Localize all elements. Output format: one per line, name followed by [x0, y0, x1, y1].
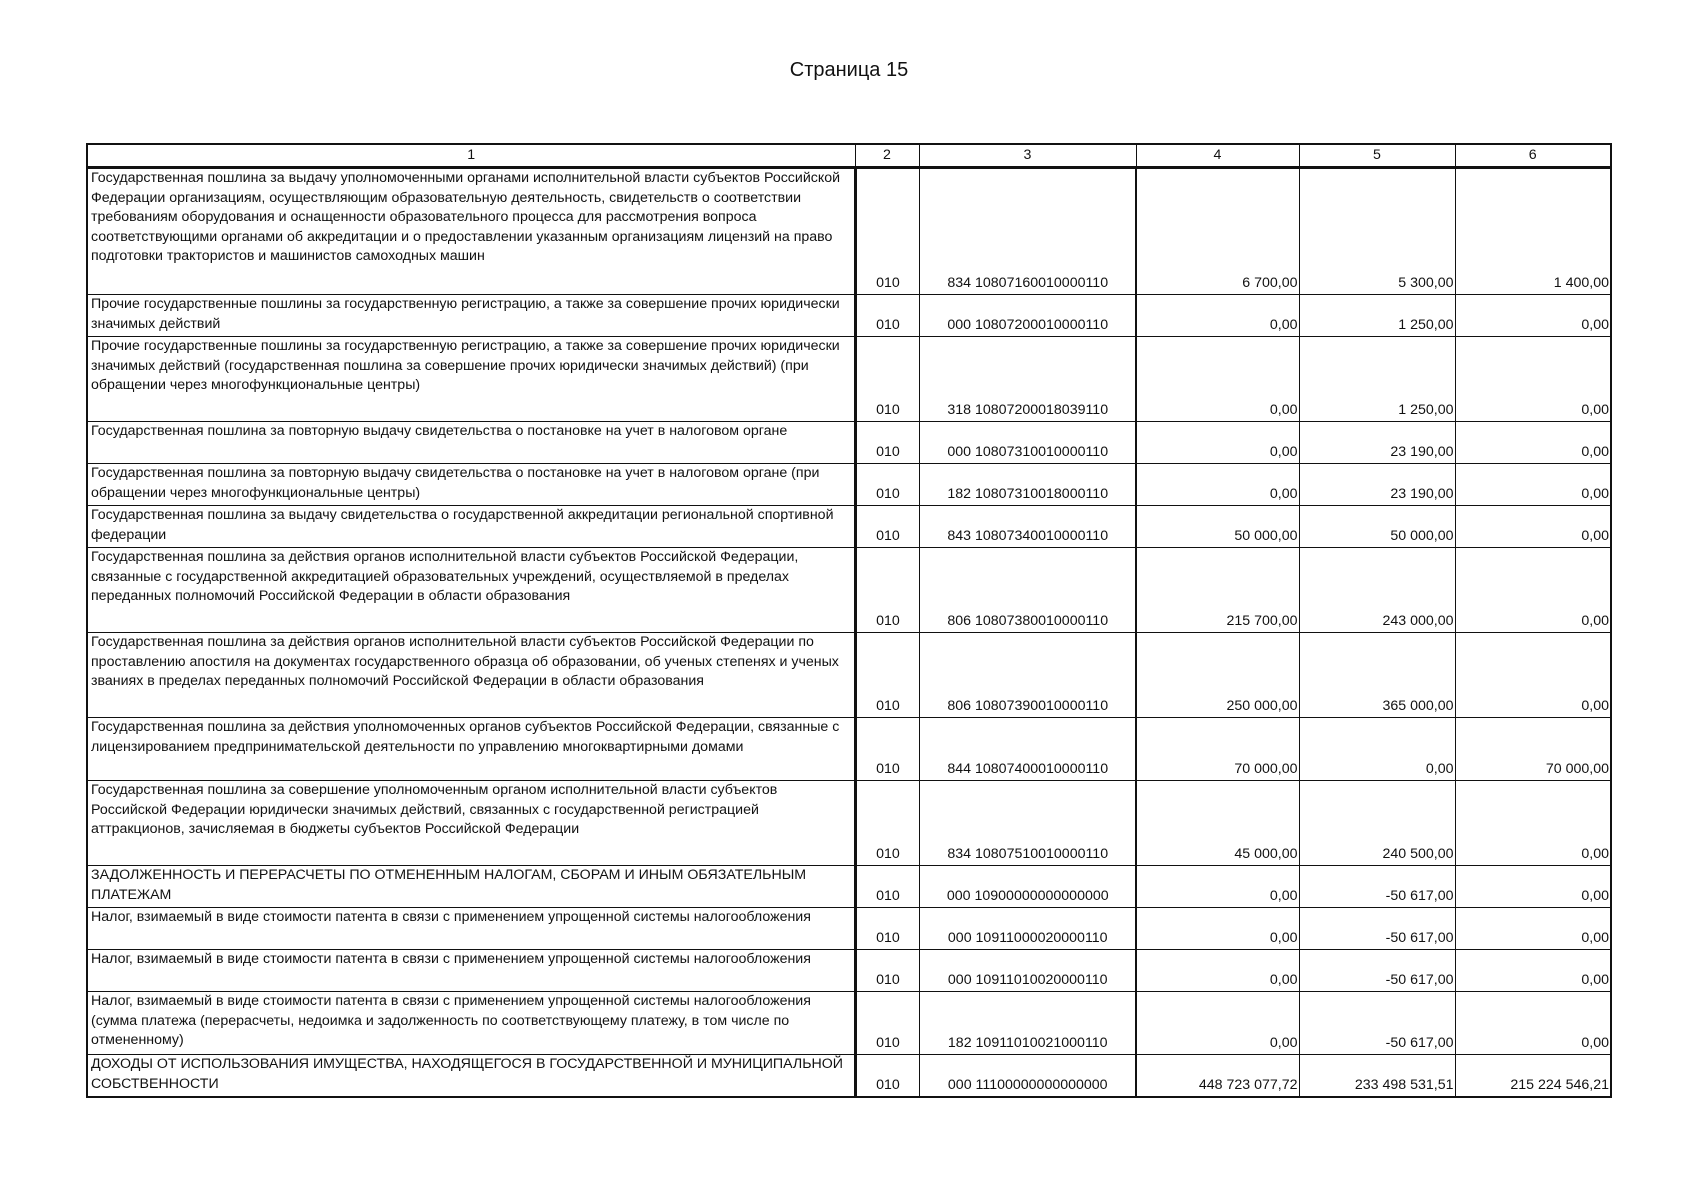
- amount-col5-cell: -50 617,00: [1299, 992, 1455, 1055]
- amount-col6-cell: 0,00: [1455, 548, 1611, 633]
- budget-code-cell: 000 10911010020000110: [919, 950, 1136, 992]
- amount-col6-cell: 0,00: [1455, 866, 1611, 908]
- income-name-cell: Государственная пошлина за действия уполномоченных органов субъектов Российской Федерации, связанные с лицензированием предпринимательской деятельности по управлению многоквартирными домами: [87, 718, 855, 781]
- table-row: [87, 168, 1611, 295]
- amount-col5-cell: -50 617,00: [1299, 908, 1455, 950]
- income-name-cell: ЗАДОЛЖЕННОСТЬ И ПЕРЕРАСЧЕТЫ ПО ОТМЕНЕННЫМ НАЛОГАМ, СБОРАМ И ИНЫМ ОБЯЗАТЕЛЬНЫМ ПЛАТЕЖАМ: [87, 866, 855, 908]
- line-code-cell: 010: [855, 866, 919, 908]
- column-header: 5: [1299, 144, 1455, 168]
- income-name-cell: Государственная пошлина за действия органов исполнительной власти субъектов Российской Федерации, связанные с государственной аккредитацией образовательных учреждений, осуществляемой в пределах переданных полномочий Российской Федерации в области образования: [87, 548, 855, 633]
- budget-code-cell: 318 10807200018039110: [919, 337, 1136, 422]
- page-title: Страница 15: [789, 59, 909, 81]
- amount-col5-cell: 23 190,00: [1299, 464, 1455, 506]
- amount-col6-cell: 0,00: [1455, 295, 1611, 337]
- amount-col6-cell: 0,00: [1455, 422, 1611, 464]
- amount-col6-cell: 0,00: [1455, 992, 1611, 1055]
- table-row: [87, 992, 1611, 1055]
- table-row: [87, 781, 1611, 866]
- table-row: [87, 422, 1611, 464]
- amount-col5-cell: 243 000,00: [1299, 548, 1455, 633]
- income-name-cell: Государственная пошлина за выдачу свидетельства о государственной аккредитации региональной спортивной федерации: [87, 506, 855, 548]
- income-name-cell: Налог, взимаемый в виде стоимости патента в связи с применением упрощенной системы налогообложения (сумма платежа (перерасчеты, недоимка и задолженность по соответствующему платежу, в том числе по отмененному): [87, 992, 855, 1055]
- table-row: [87, 866, 1611, 908]
- amount-col6-cell: 0,00: [1455, 464, 1611, 506]
- budget-code-cell: 000 11100000000000000: [919, 1055, 1136, 1097]
- amount-col5-cell: 23 190,00: [1299, 422, 1455, 464]
- line-code-cell: 010: [855, 718, 919, 781]
- amount-col4-cell: 50 000,00: [1136, 506, 1299, 548]
- column-header: 1: [87, 144, 855, 168]
- amount-col6-cell: 1 400,00: [1455, 168, 1611, 295]
- amount-col4-cell: 448 723 077,72: [1136, 1055, 1299, 1097]
- table-row: [87, 506, 1611, 548]
- line-code-cell: 010: [855, 633, 919, 718]
- column-header: 3: [919, 144, 1136, 168]
- budget-code-cell: 000 10911000020000110: [919, 908, 1136, 950]
- column-header: 6: [1455, 144, 1611, 168]
- amount-col4-cell: 6 700,00: [1136, 168, 1299, 295]
- amount-col5-cell: 50 000,00: [1299, 506, 1455, 548]
- amount-col6-cell: 0,00: [1455, 506, 1611, 548]
- budget-code-cell: 000 10900000000000000: [919, 866, 1136, 908]
- table-row: [87, 718, 1611, 781]
- income-name-cell: Налог, взимаемый в виде стоимости патента в связи с применением упрощенной системы налогообложения: [87, 908, 855, 950]
- income-name-cell: Государственная пошлина за выдачу уполномоченными органами исполнительной власти субъектов Российской Федерации организациям, осуществляющим образовательную деятельность, свидетельств о соответствии требованиям оборудования и оснащенности образовательного процесса для рассмотрения вопроса соответствующими органами об аккредитации и о предоставлении указанным организациям лицензий на право подготовки трактористов и машинистов самоходных машин: [87, 168, 855, 295]
- amount-col4-cell: 0,00: [1136, 866, 1299, 908]
- amount-col5-cell: 240 500,00: [1299, 781, 1455, 866]
- line-code-cell: 010: [855, 548, 919, 633]
- amount-col4-cell: 215 700,00: [1136, 548, 1299, 633]
- amount-col5-cell: 0,00: [1299, 718, 1455, 781]
- line-code-cell: 010: [855, 781, 919, 866]
- income-name-cell: Прочие государственные пошлины за государственную регистрацию, а также за совершение прочих юридически значимых действий (государственная пошлина за совершение прочих юридически значимых действий) (при обращении через многофункциональные центры): [87, 337, 855, 422]
- line-code-cell: 010: [855, 506, 919, 548]
- budget-code-cell: 843 10807340010000110: [919, 506, 1136, 548]
- budget-code-cell: 182 10911010021000110: [919, 992, 1136, 1055]
- column-header: 4: [1136, 144, 1299, 168]
- income-name-cell: Прочие государственные пошлины за государственную регистрацию, а также за совершение прочих юридически значимых действий: [87, 295, 855, 337]
- budget-code-cell: 834 10807510010000110: [919, 781, 1136, 866]
- income-name-cell: Государственная пошлина за совершение уполномоченным органом исполнительной власти субъектов Российской Федерации юридически значимых действий, связанных с государственной регистрацией аттракционов, зачисляемая в бюджеты субъектов Российской Федерации: [87, 781, 855, 866]
- amount-col5-cell: -50 617,00: [1299, 866, 1455, 908]
- income-name-cell: Налог, взимаемый в виде стоимости патента в связи с применением упрощенной системы налогообложения: [87, 950, 855, 992]
- amount-col5-cell: 233 498 531,51: [1299, 1055, 1455, 1097]
- amount-col6-cell: 0,00: [1455, 781, 1611, 866]
- line-code-cell: 010: [855, 1055, 919, 1097]
- income-name-cell: Государственная пошлина за повторную выдачу свидетельства о постановке на учет в налоговом органе (при обращении через многофункциональные центры): [87, 464, 855, 506]
- amount-col5-cell: 365 000,00: [1299, 633, 1455, 718]
- amount-col4-cell: 0,00: [1136, 950, 1299, 992]
- table-header-row: [87, 144, 1611, 168]
- amount-col4-cell: 0,00: [1136, 422, 1299, 464]
- line-code-cell: 010: [855, 950, 919, 992]
- amount-col5-cell: -50 617,00: [1299, 950, 1455, 992]
- budget-code-cell: 182 10807310018000110: [919, 464, 1136, 506]
- amount-col4-cell: 0,00: [1136, 295, 1299, 337]
- table-row: [87, 633, 1611, 718]
- line-code-cell: 010: [855, 992, 919, 1055]
- amount-col4-cell: 0,00: [1136, 908, 1299, 950]
- budget-code-cell: 000 10807200010000110: [919, 295, 1136, 337]
- amount-col4-cell: 0,00: [1136, 464, 1299, 506]
- line-code-cell: 010: [855, 908, 919, 950]
- amount-col6-cell: 215 224 546,21: [1455, 1055, 1611, 1097]
- amount-col6-cell: 0,00: [1455, 950, 1611, 992]
- line-code-cell: 010: [855, 337, 919, 422]
- amount-col4-cell: 250 000,00: [1136, 633, 1299, 718]
- amount-col4-cell: 0,00: [1136, 992, 1299, 1055]
- line-code-cell: 010: [855, 295, 919, 337]
- budget-code-cell: 000 10807310010000110: [919, 422, 1136, 464]
- table-row: [87, 295, 1611, 337]
- line-code-cell: 010: [855, 422, 919, 464]
- amount-col6-cell: 70 000,00: [1455, 718, 1611, 781]
- budget-code-cell: 844 10807400010000110: [919, 718, 1136, 781]
- income-name-cell: Государственная пошлина за действия органов исполнительной власти субъектов Российской Федерации по проставлению апостиля на документах государственного образца об образовании, об ученых степенях и ученых званиях в пределах переданных полномочий Российской Федерации в области образования: [87, 633, 855, 718]
- amount-col4-cell: 70 000,00: [1136, 718, 1299, 781]
- budget-code-cell: 806 10807380010000110: [919, 548, 1136, 633]
- budget-code-cell: 806 10807390010000110: [919, 633, 1136, 718]
- amount-col6-cell: 0,00: [1455, 908, 1611, 950]
- table-row: [87, 337, 1611, 422]
- amount-col4-cell: 45 000,00: [1136, 781, 1299, 866]
- amount-col6-cell: 0,00: [1455, 337, 1611, 422]
- table-row: [87, 1055, 1611, 1097]
- amount-col5-cell: 5 300,00: [1299, 168, 1455, 295]
- amount-col5-cell: 1 250,00: [1299, 337, 1455, 422]
- line-code-cell: 010: [855, 168, 919, 295]
- budget-report-table: [86, 143, 1612, 1098]
- table-row: [87, 908, 1611, 950]
- table-row: [87, 950, 1611, 992]
- amount-col5-cell: 1 250,00: [1299, 295, 1455, 337]
- amount-col4-cell: 0,00: [1136, 337, 1299, 422]
- table-row: [87, 464, 1611, 506]
- column-header: 2: [855, 144, 919, 168]
- table-row: [87, 548, 1611, 633]
- amount-col6-cell: 0,00: [1455, 633, 1611, 718]
- line-code-cell: 010: [855, 464, 919, 506]
- income-name-cell: ДОХОДЫ ОТ ИСПОЛЬЗОВАНИЯ ИМУЩЕСТВА, НАХОДЯЩЕГОСЯ В ГОСУДАРСТВЕННОЙ И МУНИЦИПАЛЬНОЙ СОБСТВЕННОСТИ: [87, 1055, 855, 1097]
- budget-code-cell: 834 10807160010000110: [919, 168, 1136, 295]
- income-name-cell: Государственная пошлина за повторную выдачу свидетельства о постановке на учет в налоговом органе: [87, 422, 855, 464]
